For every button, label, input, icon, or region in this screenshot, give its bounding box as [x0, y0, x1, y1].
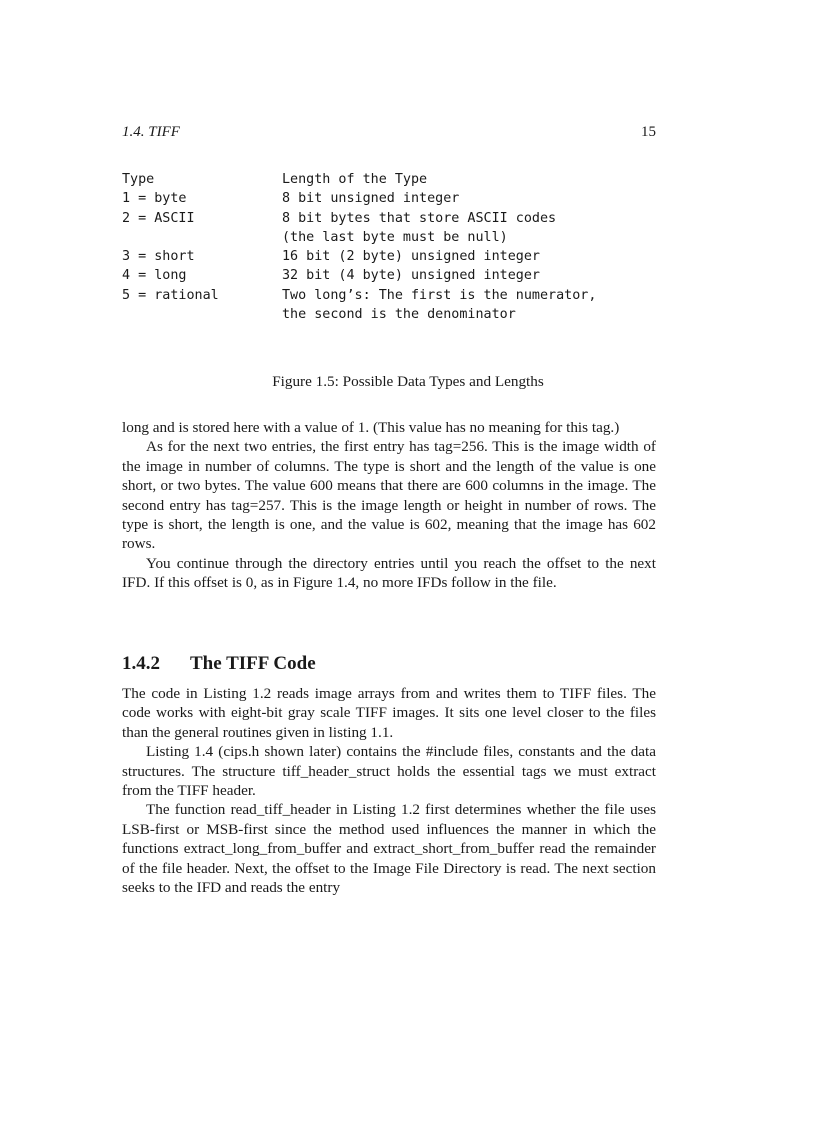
section-heading — [122, 653, 656, 675]
table-row — [122, 247, 662, 266]
table-row — [122, 305, 662, 324]
section-title: The TIFF Code — [190, 653, 316, 674]
length-cell: Two long’s: The first is the numerator, — [282, 287, 597, 303]
length-cell: (the last byte must be null) — [282, 229, 508, 245]
type-cell: 5 = rational — [122, 287, 219, 303]
type-cell: 2 = ASCII — [122, 210, 195, 226]
data-types-table — [122, 170, 662, 324]
table-row — [122, 228, 662, 247]
length-cell: the second is the denominator — [282, 307, 516, 323]
length-cell: 32 bit (4 byte) unsigned integer — [282, 268, 540, 284]
section-number: 1.4.2 — [122, 653, 160, 674]
table-row — [122, 189, 662, 208]
body-text-lower — [122, 684, 656, 897]
table-row — [122, 266, 662, 285]
length-cell: Length of the Type — [282, 172, 428, 187]
length-cell: 8 bit unsigned integer — [282, 191, 460, 207]
table-row — [122, 170, 662, 189]
paragraph: long and is stored here with a value of 1. (This value has no meaning for this tag.) — [122, 419, 620, 436]
table-row — [122, 286, 662, 305]
running-header-section: 1.4. TIFF — [122, 124, 180, 140]
figure-caption: Figure 1.5: Possible Data Types and Lengths — [272, 373, 544, 390]
paragraph: Listing 1.4 (cips.h shown later) contains the #include files, constants and the data structures. The structure tiff_header_struct holds the essential tags we must extract from the TIFF header. — [122, 743, 656, 800]
table-row — [122, 209, 662, 228]
type-cell: Type — [122, 172, 155, 187]
paragraph: You continue through the directory entries until you reach the offset to the next IFD. If this offset is 0, as in Figure 1.4, no more IFDs follow in the file. — [122, 554, 656, 592]
paragraph: The code in Listing 1.2 reads image arrays from and writes them to TIFF files. The code works with eight-bit gray scale TIFF images. It sits one level closer to the files than the general routines given in listing 1.1. — [122, 685, 656, 741]
page-number: 15 — [641, 124, 656, 140]
length-cell: 16 bit (2 byte) unsigned integer — [282, 249, 540, 265]
paragraph: The function read_tiff_header in Listing 1.2 first determines whether the file uses LSB-first or MSB-first since the method used influences the manner in which the functions extract_long_from_buffer and extract_short_from_buffer read the remainder of the file header. Next, the offset to the Image File Directory is read. The next section seeks to the IFD and reads the entry — [122, 801, 656, 897]
type-cell: 4 = long — [122, 268, 187, 284]
length-cell: 8 bit bytes that store ASCII codes — [282, 210, 557, 226]
paragraph: As for the next two entries, the first entry has tag=256. This is the image width of the image in number of columns. The type is short and the length of the value is one short, or two bytes. The value 600 means that there are 600 columns in the image. The second entry has tag=257. This is the image length or height in number of rows. The type is short, the length is one, and the value is 602, meaning that the image has 602 rows. — [122, 438, 656, 553]
body-text-upper — [122, 418, 656, 593]
type-cell: 1 = byte — [122, 191, 187, 207]
running-header — [122, 124, 656, 144]
type-cell: 3 = short — [122, 249, 195, 265]
